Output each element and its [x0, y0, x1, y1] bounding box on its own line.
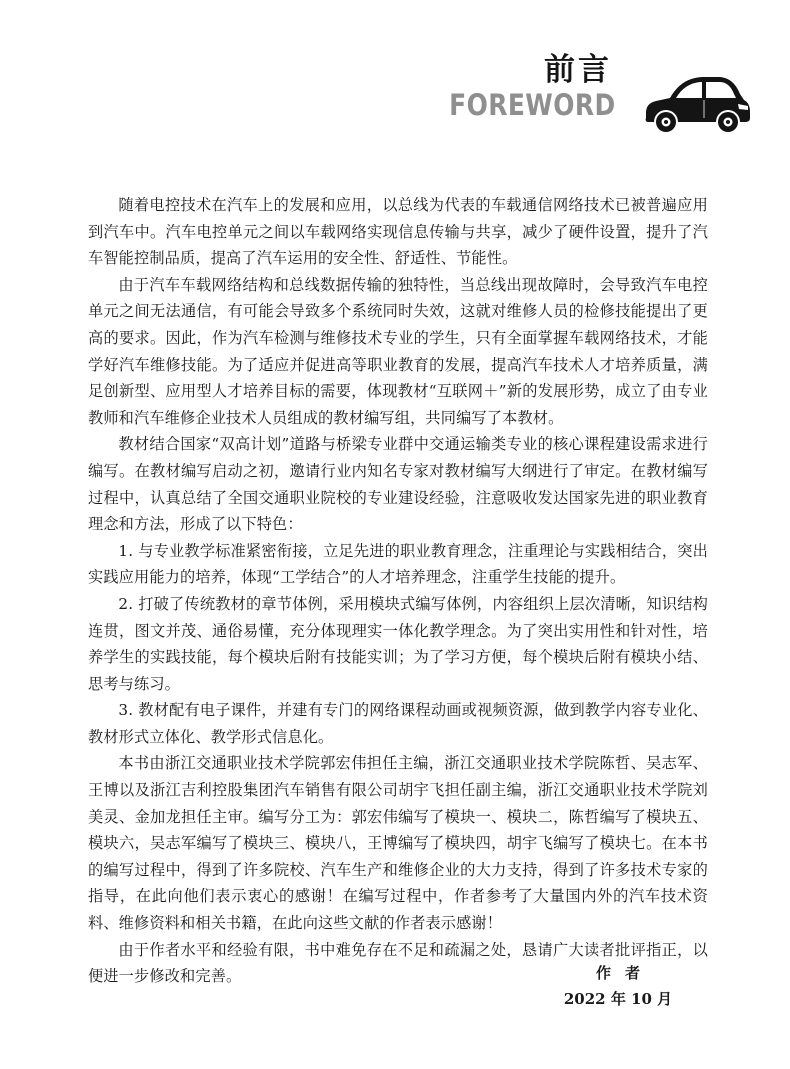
page-header [0, 0, 790, 140]
list-item: 2. 打破了传统教材的章节体例，采用模块式编写体例，内容组织上层次清晰，知识结构连贯，图文并茂、通俗易懂，充分体现理实一体化教学理念。为了突出实用性和针对性，培养学生的实践技能，每个模块后附有技能实训；为了学习方便，每个模块后附有模块小结、思考与练习。 [88, 594, 708, 693]
car-icon [640, 70, 752, 136]
page-title: 前言 [544, 52, 612, 88]
paragraph: 由于作者水平和经验有限，书中难免存在不足和疏漏之处，恳请广大读者批评指正，以便进一步修改和完善。 [88, 940, 708, 986]
author-signature: 作者 [595, 964, 654, 982]
page-title-english: FOREWORD [449, 88, 616, 122]
paragraph: 教材结合国家“双高计划”道路与桥梁专业群中交通运输类专业的核心课程建设需求进行编写。在教材编写启动之初，邀请行业内知名专家对教材编写大纲进行了审定。在教材编写过程中，认真总结了全国交通职业院校的专业建设经验，注意吸收发达国家先进的职业教育理念和方法，形成了以下特色： [88, 435, 708, 534]
list-item: 1. 与专业教学标准紧密衔接，立足先进的职业教育理念，注重理论与实践相结合，突出实践应用能力的培养，体现“工学结合”的人才培养理念，注重学生技能的提升。 [88, 541, 708, 587]
foreword-body [88, 192, 708, 990]
signature-block [538, 960, 698, 1012]
list-item: 3. 教材配有电子课件，并建有专门的网络课程动画或视频资源，做到教学内容专业化、教材形式立体化、教学形式信息化。 [88, 701, 708, 746]
paragraph: 本书由浙江交通职业技术学院郭宏伟担任主编，浙江交通职业技术学院陈哲、吴志军、王博以及浙江吉利控股集团汽车销售有限公司胡宇飞担任副主编，浙江交通职业技术学院刘美灵、金加龙担任主审。编写分工为：郭宏伟编写了模块一、模块二，陈哲编写了模块五、模块六，吴志军编写了模块三、模块八，王博编写了模块四，胡宇飞编写了模块七。在本书的编写过程中，得到了许多院校、汽车生产和维修企业的大力支持，得到了许多技术专家的指导，在此向他们表示衷心的感谢！在编写过程中，作者参考了大量国内外的汽车技术资料、维修资料和相关书籍，在此向这些文献的作者表示感谢！ [88, 754, 708, 933]
signature-date: 2022 年 10 月 [563, 990, 673, 1008]
paragraph: 随着电控技术在汽车上的发展和应用，以总线为代表的车载通信网络技术已被普遍应用到汽车中。汽车电控单元之间以车载网络实现信息传输与共享，减少了硬件设置，提升了汽车智能控制品质，提高了汽车运用的安全性、舒适性、节能性。 [88, 196, 708, 268]
paragraph: 由于汽车车载网络结构和总线数据传输的独特性，当总线出现故障时，会导致汽车电控单元之间无法通信，有可能会导致多个系统同时失效，这就对维修人员的检修技能提出了更高的要求。因此，作为汽车检测与维修技术专业的学生，只有全面掌握车载网络技术，才能学好汽车维修技能。为了适应并促进高等职业教育的发展，提高汽车技术人才培养质量，满足创新型、应用型人才培养目标的需要，体现教材“互联网＋”新的发展形势，成立了由专业教师和汽车维修企业技术人员组成的教材编写组，共同编写了本教材。 [88, 275, 708, 427]
